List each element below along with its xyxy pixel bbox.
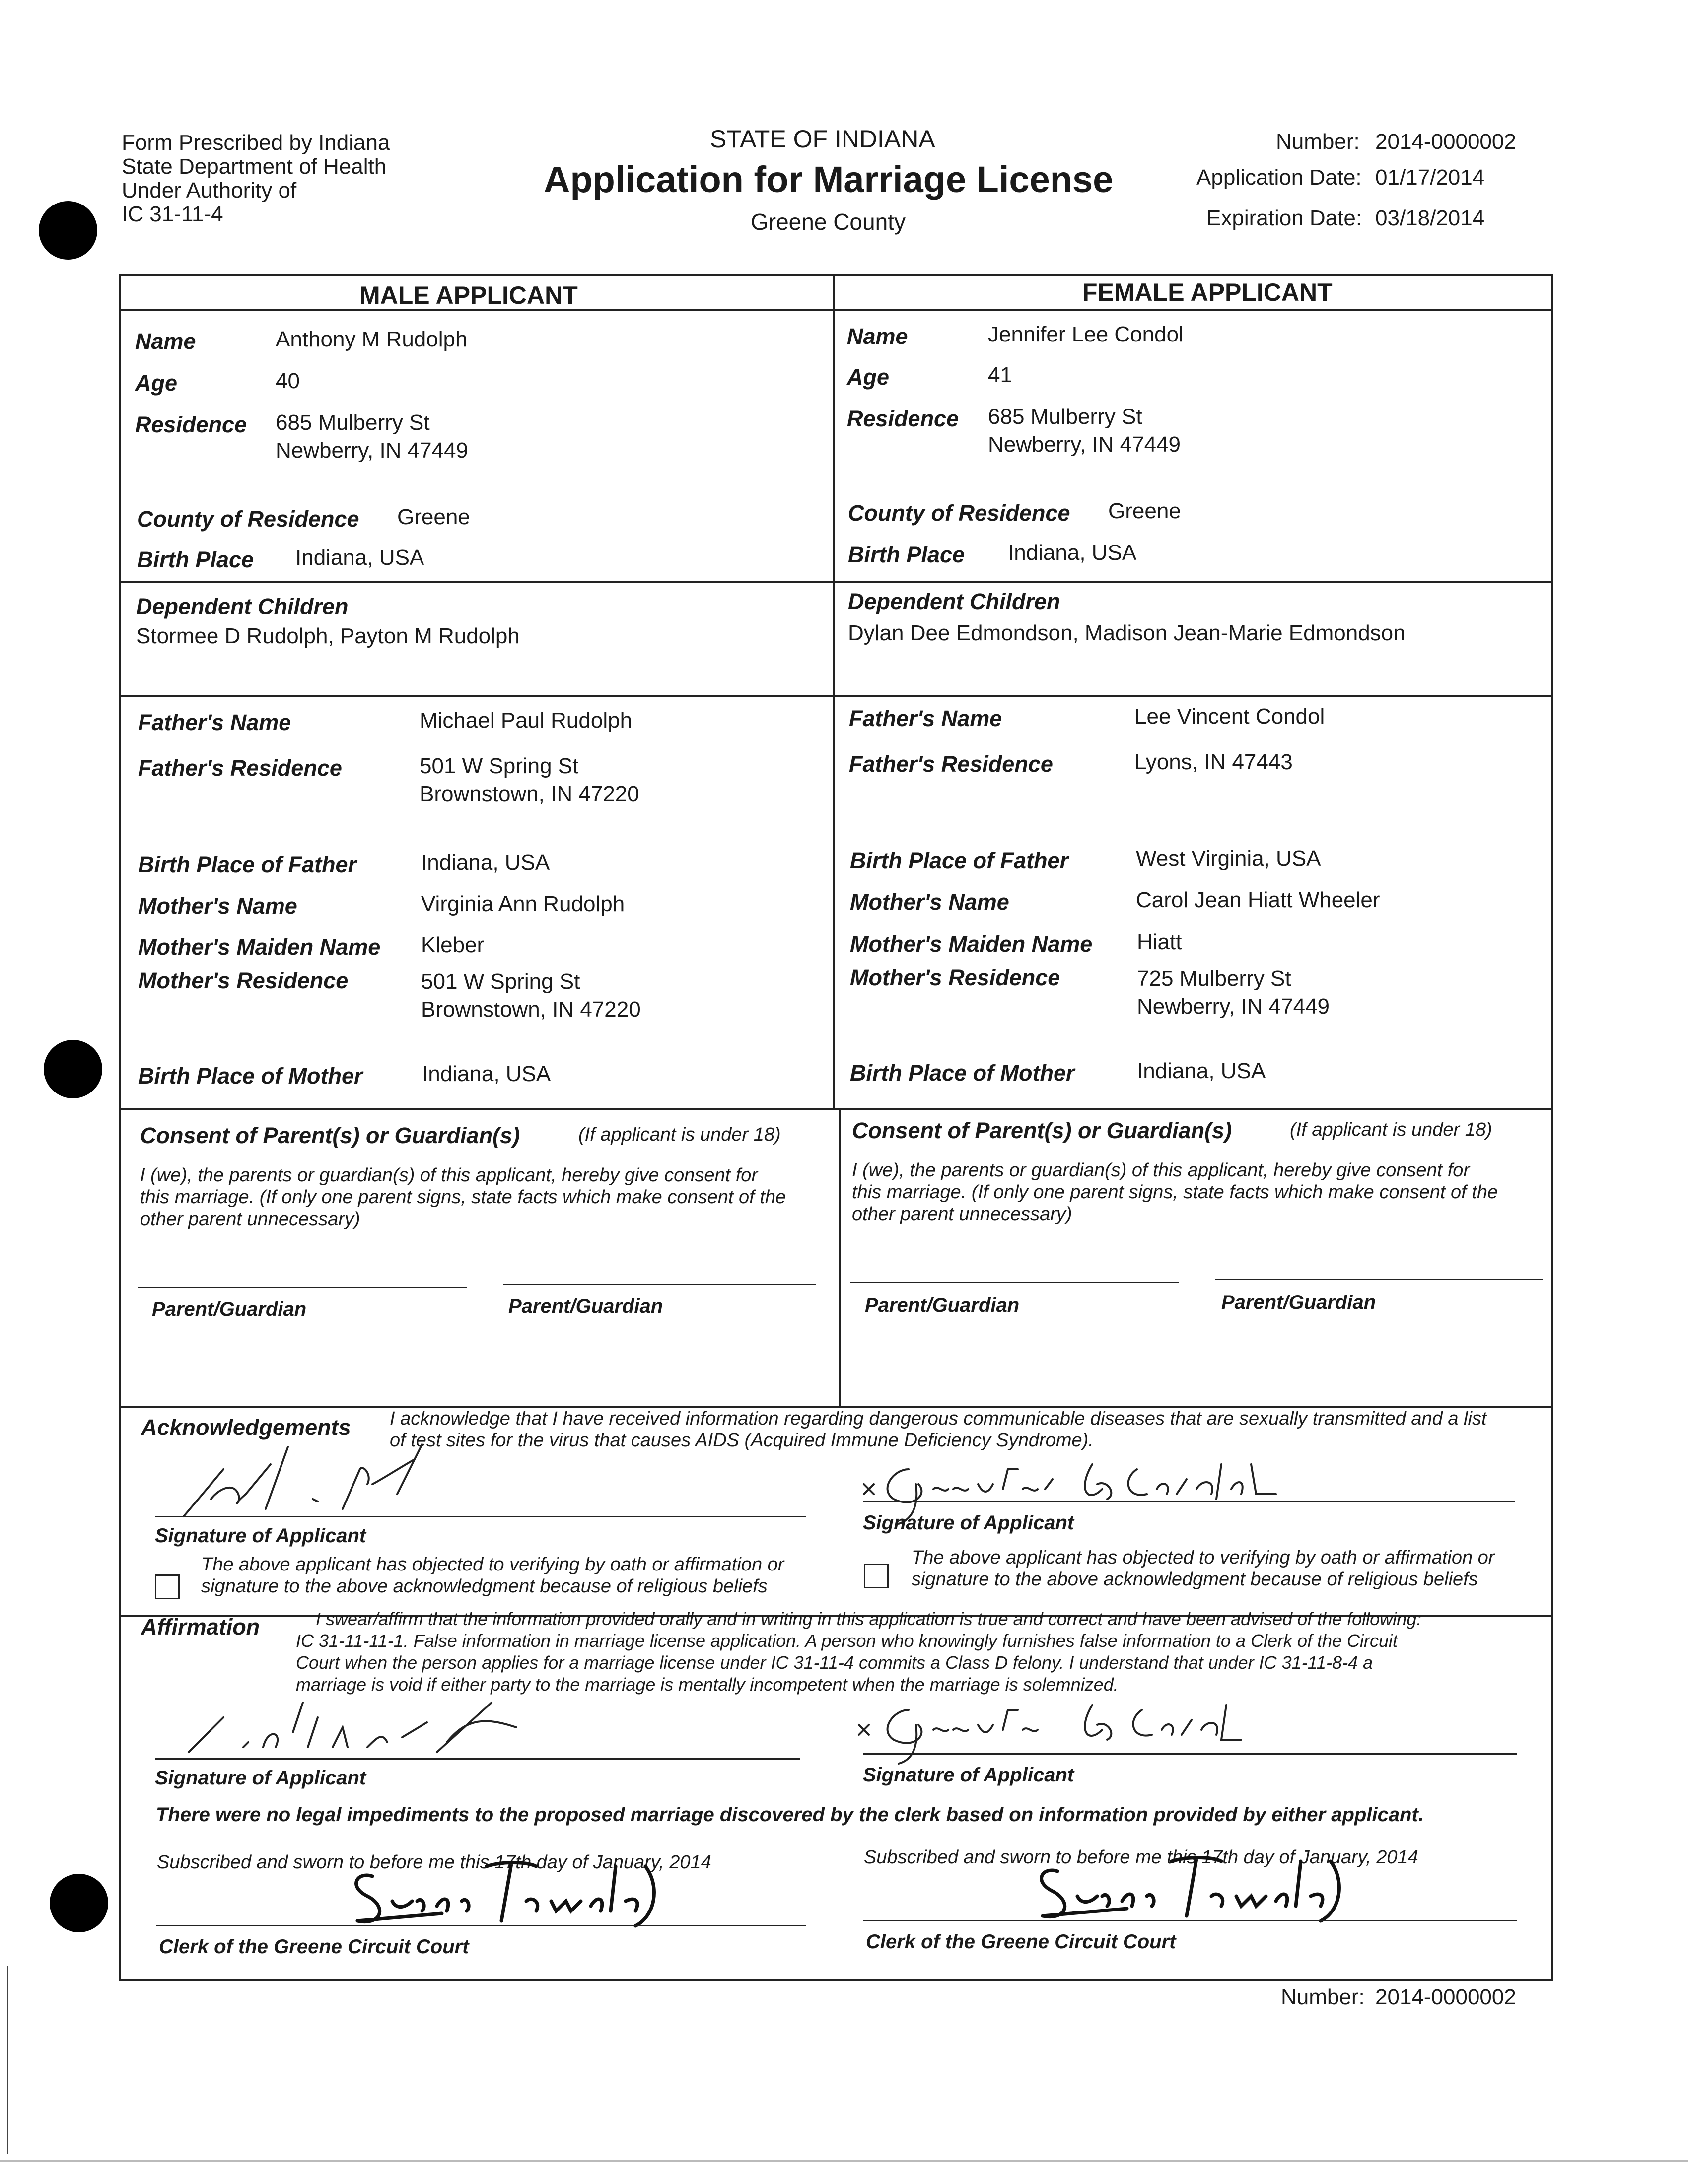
female-father-name-label: Father's Name [849, 706, 1002, 731]
female-mother-residence-label: Mother's Residence [850, 965, 1060, 990]
guardian-label-male-1: Parent/Guardian [152, 1298, 307, 1320]
footer-number-label: Number: [1281, 1985, 1365, 2009]
male-mother-birthplace-label: Birth Place of Mother [138, 1063, 363, 1089]
female-father-residence-label: Father's Residence [849, 751, 1053, 777]
female-affirmation-signature-label: Signature of Applicant [863, 1764, 1074, 1786]
female-age-label: Age [847, 364, 890, 390]
male-father-birthplace-value: Indiana, USA [421, 850, 550, 875]
affirmation-text-1: I swear/affirm that the information provided orally and in writing in this application is true and correct and have been advised of the following: [316, 1609, 1422, 1629]
consent-text-male-1: I (we), the parents or guardian(s) of this applicant, hereby give consent for [140, 1165, 758, 1186]
female-mother-residence-line-1: 725 Mulberry St [1137, 966, 1291, 991]
female-father-birthplace-value: West Virginia, USA [1136, 846, 1321, 871]
female-religious-objection-checkbox[interactable] [864, 1564, 889, 1588]
affirmation-text-2: IC 31-11-11-1. False information in marriage license application. A person who knowingly furnishes false information to a Clerk of the Circuit [296, 1631, 1398, 1651]
female-mother-name-label: Mother's Name [850, 889, 1009, 915]
no-impediments-statement: There were no legal impediments to the proposed marriage discovered by the clerk based on information provided by either applicant. [156, 1804, 1424, 1826]
guardian-signature-line-male-1[interactable] [138, 1287, 467, 1288]
clerk-signature-line-male[interactable] [156, 1925, 806, 1926]
female-residence-label: Residence [847, 406, 959, 431]
female-acknowledgement-signature-label: Signature of Applicant [863, 1512, 1074, 1534]
male-father-name-value: Michael Paul Rudolph [420, 708, 633, 733]
female-age-value: 41 [988, 363, 1012, 387]
consent-text-male-3: other parent unnecessary) [140, 1209, 360, 1229]
female-birthplace-value: Indiana, USA [1008, 541, 1137, 565]
footer-number-value: 2014-0000002 [1375, 1985, 1516, 2009]
male-mother-residence-label: Mother's Residence [138, 968, 349, 993]
punch-hole-middle [44, 1040, 102, 1098]
female-mother-maiden-value: Hiatt [1137, 930, 1182, 954]
male-county-value: Greene [397, 505, 470, 529]
expiration-date-value: 03/18/2014 [1375, 206, 1485, 230]
male-mother-birthplace-value: Indiana, USA [422, 1062, 551, 1086]
divider-after-children [119, 695, 1553, 697]
clerk-signature-female [1023, 1851, 1380, 1931]
guardian-signature-line-female-1[interactable] [850, 1282, 1179, 1283]
guardian-label-female-1: Parent/Guardian [865, 1295, 1020, 1316]
page-title: Application for Marriage License [544, 159, 1114, 200]
male-children-value: Stormee D Rudolph, Payton M Rudolph [136, 624, 520, 648]
male-father-residence-label: Father's Residence [138, 755, 342, 781]
male-residence-line-2: Newberry, IN 47449 [276, 438, 469, 463]
scan-edge-left [7, 1966, 8, 2154]
female-county-value: Greene [1108, 499, 1181, 523]
male-objection-text-1: The above applicant has objected to verifying by oath or affirmation or [201, 1554, 784, 1575]
clerk-signature-male [338, 1856, 695, 1936]
female-name-value: Jennifer Lee Condol [988, 322, 1184, 346]
guardian-signature-line-female-2[interactable] [1215, 1279, 1543, 1280]
male-county-label: County of Residence [137, 506, 359, 532]
scan-edge-bottom [0, 2160, 1688, 2162]
affirmation-title: Affirmation [141, 1614, 260, 1639]
number-label: Number: [1276, 130, 1360, 154]
male-applicant-header: MALE APPLICANT [359, 281, 578, 309]
divider-after-parents [119, 1108, 1553, 1110]
male-objection-text-2: signature to the above acknowledgment because of religious beliefs [201, 1576, 768, 1597]
female-name-label: Name [847, 324, 908, 349]
female-residence-line-1: 685 Mulberry St [988, 405, 1142, 429]
male-residence-line-1: 685 Mulberry St [276, 410, 430, 435]
male-father-name-label: Father's Name [138, 710, 291, 735]
female-father-name-value: Lee Vincent Condol [1134, 704, 1325, 729]
male-father-birthplace-label: Birth Place of Father [138, 852, 357, 877]
affirmation-text-3: Court when the person applies for a marriage license under IC 31-11-4 commits a Class D felony. I understand that under IC 31-11-8-4 a [296, 1652, 1373, 1673]
male-father-residence-line-2: Brownstown, IN 47220 [420, 782, 639, 806]
consent-text-female-2: this marriage. (If only one parent signs, state facts which make consent of the [852, 1182, 1498, 1203]
female-birthplace-label: Birth Place [848, 542, 965, 567]
male-mother-maiden-value: Kleber [421, 933, 485, 957]
consent-title-male: Consent of Parent(s) or Guardian(s) [140, 1123, 520, 1148]
male-acknowledgement-signature-line[interactable] [155, 1516, 806, 1517]
guardian-signature-line-male-2[interactable] [503, 1284, 816, 1285]
prescribed-line-4: IC 31-11-4 [122, 202, 223, 226]
guardian-label-male-2: Parent/Guardian [508, 1296, 663, 1317]
female-mother-birthplace-label: Birth Place of Mother [850, 1060, 1075, 1086]
prescribed-line-3: Under Authority of [122, 178, 297, 203]
consent-text-female-1: I (we), the parents or guardian(s) of this applicant, hereby give consent for [852, 1160, 1470, 1181]
column-header-divider [119, 309, 1553, 311]
male-birthplace-value: Indiana, USA [295, 546, 424, 570]
male-affirmation-signature [169, 1688, 616, 1762]
female-acknowledgement-signature-line[interactable] [863, 1501, 1515, 1502]
female-mother-maiden-label: Mother's Maiden Name [850, 931, 1093, 956]
expiration-date-label: Expiration Date: [1206, 206, 1362, 230]
female-affirmation-signature-line[interactable] [863, 1753, 1517, 1755]
female-children-value: Dylan Dee Edmondson, Madison Jean-Marie Edmondson [848, 621, 1406, 645]
male-father-residence-line-1: 501 W Spring St [420, 754, 579, 778]
female-mother-birthplace-value: Indiana, USA [1137, 1059, 1266, 1083]
female-mother-name-value: Carol Jean Hiatt Wheeler [1136, 888, 1380, 912]
consent-title-female: Consent of Parent(s) or Guardian(s) [852, 1118, 1232, 1143]
male-age-label: Age [135, 370, 178, 396]
state-heading: STATE OF INDIANA [710, 125, 935, 153]
female-residence-line-2: Newberry, IN 47449 [988, 432, 1181, 457]
female-objection-text-2: signature to the above acknowledgment because of religious beliefs [912, 1569, 1478, 1590]
application-date-value: 01/17/2014 [1375, 165, 1485, 190]
divider-after-birthplace [119, 581, 1553, 583]
consent-text-female-3: other parent unnecessary) [852, 1204, 1072, 1225]
consent-text-male-2: this marriage. (If only one parent signs, state facts which make consent of the [140, 1187, 786, 1208]
female-county-label: County of Residence [848, 500, 1070, 526]
sworn-statement-male: Subscribed and sworn to before me this 17th day of January, 2014 [157, 1852, 711, 1873]
affirmation-text-4: marriage is void if either party to the marriage is mentally incompetent when the marriage is solemnized. [296, 1674, 1119, 1695]
punch-hole-bottom [50, 1874, 108, 1932]
male-residence-label: Residence [135, 412, 247, 437]
application-date-label: Application Date: [1196, 165, 1362, 190]
county-heading: Greene County [751, 209, 906, 235]
prescribed-line-2: State Department of Health [122, 154, 387, 179]
female-mother-residence-line-2: Newberry, IN 47449 [1137, 994, 1330, 1019]
acknowledgement-text-2: of test sites for the virus that causes AIDS (Acquired Immune Deficiency Syndrome). [390, 1430, 1094, 1451]
male-acknowledgement-signature [164, 1434, 551, 1524]
female-objection-text-1: The above applicant has objected to verifying by oath or affirmation or [912, 1547, 1495, 1568]
female-applicant-header: FEMALE APPLICANT [1082, 278, 1333, 306]
male-name-label: Name [135, 329, 196, 354]
prescribed-line-1: Form Prescribed by Indiana [122, 131, 390, 155]
number-value: 2014-0000002 [1375, 130, 1516, 154]
male-religious-objection-checkbox[interactable] [155, 1574, 180, 1599]
male-mother-maiden-label: Mother's Maiden Name [138, 934, 381, 959]
male-children-label: Dependent Children [136, 594, 349, 619]
punch-hole-top [39, 201, 97, 260]
clerk-label-female: Clerk of the Greene Circuit Court [866, 1931, 1176, 1953]
clerk-label-male: Clerk of the Greene Circuit Court [159, 1936, 469, 1958]
center-divider-upper [833, 274, 835, 1108]
guardian-label-female-2: Parent/Guardian [1221, 1292, 1376, 1313]
acknowledgement-title: Acknowledgements [141, 1415, 351, 1440]
male-mother-residence-line-1: 501 W Spring St [421, 969, 580, 994]
consent-note-male: (If applicant is under 18) [578, 1124, 781, 1145]
male-birthplace-label: Birth Place [137, 547, 254, 572]
sworn-statement-female: Subscribed and sworn to before me this 17th day of January, 2014 [864, 1847, 1418, 1868]
female-children-label: Dependent Children [848, 589, 1060, 614]
male-mother-name-label: Mother's Name [138, 893, 297, 919]
female-father-residence-value: Lyons, IN 47443 [1134, 750, 1293, 774]
male-affirmation-signature-label: Signature of Applicant [155, 1767, 366, 1789]
consent-note-female: (If applicant is under 18) [1290, 1119, 1492, 1140]
center-divider-lower [839, 1108, 841, 1406]
acknowledgement-text-1: I acknowledge that I have received information regarding dangerous communicable diseases that are sexually transmitted and a list [390, 1408, 1487, 1429]
male-age-value: 40 [276, 369, 300, 393]
male-mother-residence-line-2: Brownstown, IN 47220 [421, 997, 641, 1022]
female-father-birthplace-label: Birth Place of Father [850, 848, 1069, 873]
clerk-signature-line-female[interactable] [863, 1920, 1517, 1921]
male-acknowledgement-signature-label: Signature of Applicant [155, 1525, 366, 1547]
male-affirmation-signature-line[interactable] [155, 1758, 800, 1760]
male-name-value: Anthony M Rudolph [276, 327, 468, 351]
male-mother-name-value: Virginia Ann Rudolph [421, 892, 625, 916]
